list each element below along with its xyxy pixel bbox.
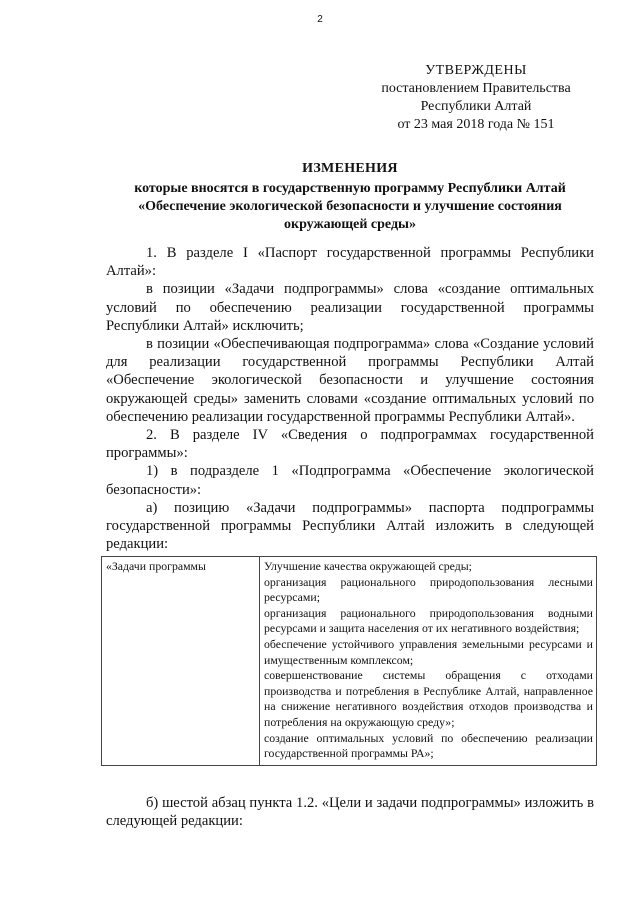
goal-item: обеспечение устойчивого управления земельными ресурсами и имущественным комплексом; — [264, 636, 593, 667]
document-heading — [100, 160, 600, 234]
approval-block — [360, 62, 592, 134]
approval-line: постановлением Правительства — [381, 81, 571, 96]
paragraph: 2. В разделе IV «Сведения о подпрограммах государственной программы»: — [106, 427, 594, 462]
paragraph: в позиции «Задачи подпрограммы» слова «создание оптимальных условий по обеспечению реализации государственной программы Республики Алтай» исключить; — [106, 281, 594, 334]
heading-subtitle: которые вносятся в государственную программу Республики Алтай «Обеспечение экологической безопасности и улучшение состояния окружающей среды» — [134, 181, 566, 232]
goal-item: организация рационального природопользования лесными ресурсами; — [264, 574, 593, 605]
paragraph: в позиции «Обеспечивающая подпрограмма» слова «Создание условий для реализации государственной программы Республики Алтай «Обеспечение экологической безопасности и улучшение состояния окружающей среды» заменить словами «создание оптимальных условий по обеспечению реализации государственной программы Республики Алтай». — [106, 336, 594, 425]
approval-line: от 23 мая 2018 года № 151 — [397, 117, 555, 132]
table-items-cell — [260, 557, 597, 766]
paragraph: б) шестой абзац пункта 1.2. «Цели и задачи подпрограммы» изложить в следующей редакции: — [106, 795, 594, 830]
goal-item: создание оптимальных условий по обеспечению реализации государственной программы РА»; — [264, 730, 593, 761]
heading-title: ИЗМЕНЕНИЯ — [302, 161, 398, 176]
page-number: 2 — [317, 14, 323, 25]
paragraph: 1. В разделе I «Паспорт государственной программы Республики Алтай»: — [106, 245, 594, 280]
document-body-continued — [106, 794, 594, 830]
table-row — [102, 557, 597, 766]
approval-line: Республики Алтай — [420, 99, 532, 114]
paragraph: а) позицию «Задачи подпрограммы» паспорта подпрограммы государственной программы Республики Алтай изложить в следующей редакции: — [106, 499, 594, 553]
goal-item: организация рационального природопользования водными ресурсами и защита населения от их негативного воздействия; — [264, 605, 593, 636]
program-goals-table — [101, 556, 597, 766]
document-body — [106, 244, 594, 553]
goal-item: Улучшение качества окружающей среды; — [264, 559, 472, 573]
table-label-cell: «Задачи программы — [102, 557, 260, 766]
goal-item: совершенствование системы обращения с отходами производства и потребления в Республике Алтай, направленное на снижение негативного воздействия отходов производства и потребления на окружающую среду»; — [264, 668, 593, 729]
paragraph: 1) в подразделе 1 «Подпрограмма «Обеспечение экологической безопасности»: — [106, 463, 594, 498]
approval-title: УТВЕРЖДЕНЫ — [425, 63, 527, 78]
